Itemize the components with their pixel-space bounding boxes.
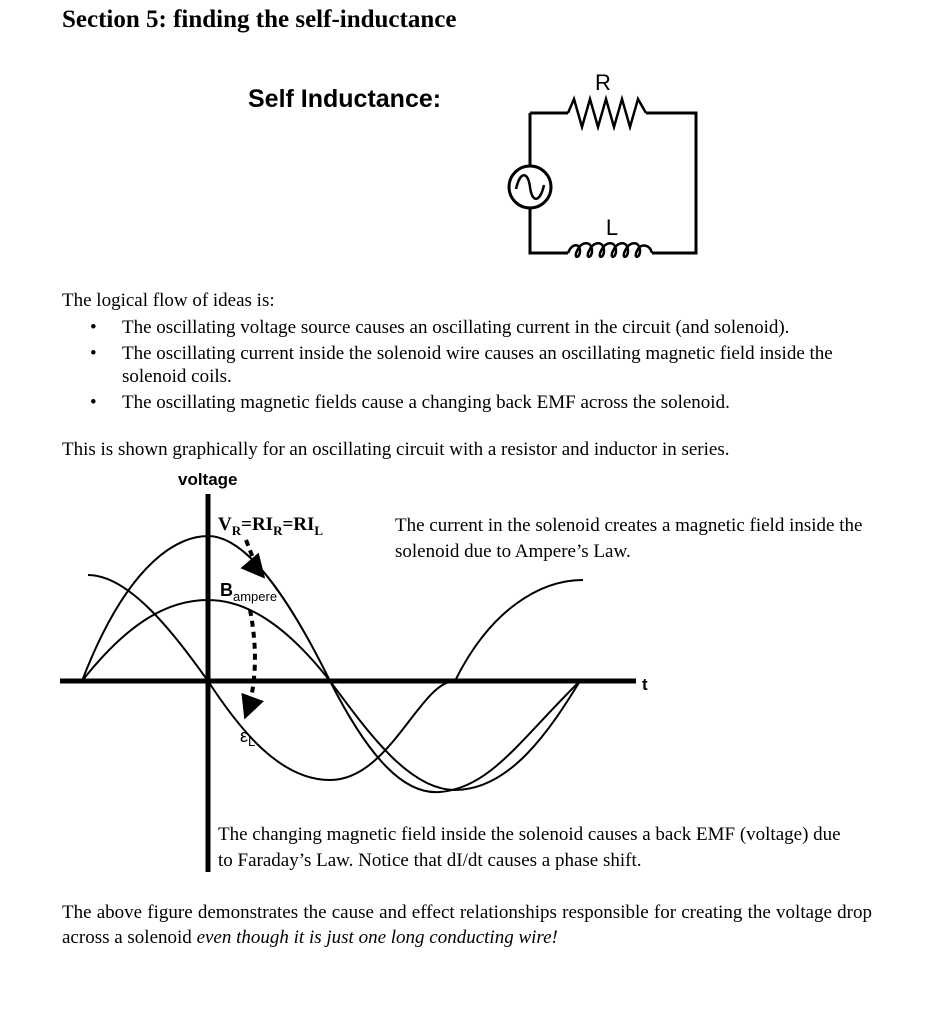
vr-label: $V_R=RI_R=RI_L$ bbox=[218, 514, 324, 538]
list-item bbox=[62, 342, 892, 388]
bullet-icon: • bbox=[90, 343, 97, 364]
caption-faraday: The changing magnetic field inside the solenoid causes a back EMF (voltage) due to Faraday’s Law. Notice that dI/dt causes a phase shift. bbox=[218, 824, 841, 871]
circuit-diagram bbox=[500, 65, 710, 265]
emf-arrow bbox=[246, 610, 255, 715]
emf-curve bbox=[88, 575, 583, 780]
ac-wave bbox=[516, 175, 544, 199]
bullet-text: The oscillating voltage source causes an oscillating current in the circuit (and solenoid). bbox=[122, 317, 790, 338]
emf-label: $\varepsilon_L$ bbox=[240, 726, 256, 749]
inductor-label: L bbox=[605, 215, 619, 240]
resistor-label: R bbox=[595, 70, 611, 95]
closing-paragraph bbox=[62, 900, 872, 950]
list-item bbox=[62, 391, 892, 414]
closing-text: The above figure demonstrates the cause and effect relationships responsible for creating the voltage drop across a solenoid bbox=[62, 902, 872, 948]
bullet-text: The oscillating current inside the solenoid wire causes an oscillating magnetic field inside the solenoid coils. bbox=[122, 343, 833, 387]
inductor-coil bbox=[568, 243, 652, 257]
voltage-curve bbox=[82, 536, 580, 792]
b-ampere-label: $B_{ampere}$ bbox=[220, 580, 278, 604]
current-curve bbox=[82, 600, 580, 790]
bullet-icon: • bbox=[90, 392, 97, 413]
flow-intro: The logical flow of ideas is: bbox=[62, 290, 275, 311]
bullet-icon: • bbox=[90, 317, 97, 338]
bullet-list bbox=[62, 316, 892, 417]
y-axis-label: voltage bbox=[178, 470, 238, 489]
section-title: Section 5: finding the self-inductance bbox=[62, 6, 457, 33]
closing-emphasis: even though it is just one long conducting wire! bbox=[196, 927, 558, 948]
x-axis-label: t bbox=[642, 675, 648, 694]
resistor-zigzag bbox=[568, 99, 646, 127]
self-inductance-title: Self Inductance: bbox=[248, 85, 442, 113]
bullet-text: The oscillating magnetic fields cause a changing back EMF across the solenoid. bbox=[122, 392, 730, 413]
list-item bbox=[62, 316, 892, 339]
b-arrow bbox=[246, 540, 262, 575]
graph-intro: This is shown graphically for an oscillating circuit with a resistor and inductor in series. bbox=[62, 439, 730, 460]
circuit-wire-bottom-left bbox=[530, 208, 568, 253]
circuit-wire-top-right bbox=[646, 113, 696, 253]
caption-ampere: The current in the solenoid creates a magnetic field inside the solenoid due to Ampere’s Law. bbox=[395, 515, 863, 562]
